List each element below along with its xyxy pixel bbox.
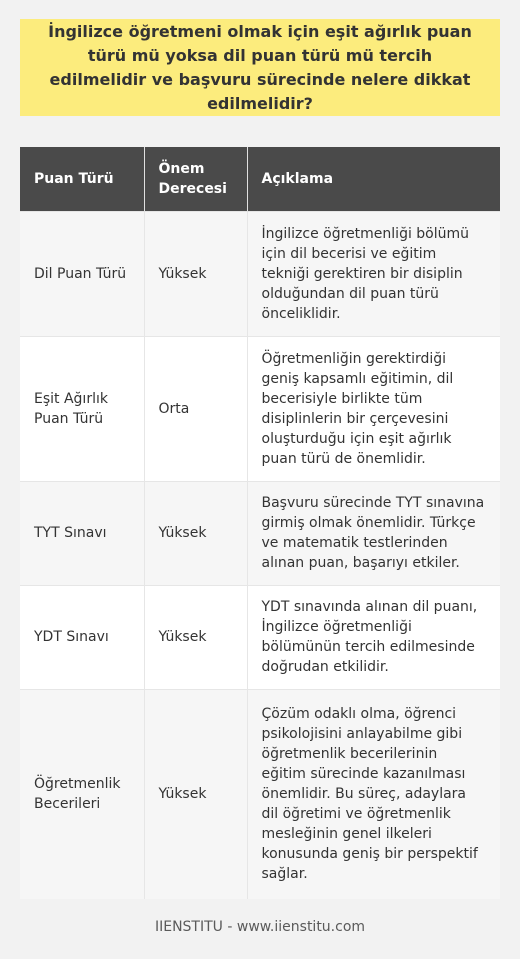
table-header-row	[20, 147, 500, 211]
info-table	[20, 147, 500, 899]
cell-score-type: Dil Puan Türü	[20, 211, 144, 336]
cell-description: YDT sınavında alınan dil puanı, İngilizce öğretmenliği bölümünün tercih edilmesinde doğrudan etkilidir.	[247, 585, 500, 689]
table-row	[20, 585, 500, 689]
cell-description: İngilizce öğretmenliği bölümü için dil becerisi ve eğitim tekniği gerektiren bir disiplin olduğundan dil puan türü önceliklidir.	[247, 211, 500, 336]
cell-score-type: YDT Sınavı	[20, 585, 144, 689]
cell-score-type: Eşit Ağırlık Puan Türü	[20, 336, 144, 481]
table-row	[20, 211, 500, 336]
cell-score-type: TYT Sınavı	[20, 481, 144, 585]
table-body	[20, 211, 500, 899]
cell-description: Çözüm odaklı olma, öğrenci psikolojisini anlayabilme gibi öğretmenlik becerilerinin eğitim sürecinde kazanılması önemlidir. Bu süreç, adaylara dil öğretimi ve öğretmenlik mesleğinin genel ilkeleri konusunda geniş bir perspektif sağlar.	[247, 689, 500, 899]
footer-credit: IIENSTITU - www.iienstitu.com	[154, 919, 366, 935]
table-row	[20, 336, 500, 481]
cell-description: Başvuru sürecinde TYT sınavına girmiş olmak önemlidir. Türkçe ve matematik testlerinden alınan puan, başarıyı etkiler.	[247, 481, 500, 585]
table-row	[20, 481, 500, 585]
cell-importance: Yüksek	[144, 211, 247, 336]
cell-score-type: Öğretmenlik Becerileri	[20, 689, 144, 899]
header-description: Açıklama	[247, 147, 500, 211]
table-header	[20, 147, 500, 211]
cell-description: Öğretmenliğin gerektirdiği geniş kapsamlı eğitimin, dil becerisiyle birlikte tüm disiplinlerin bir çerçevesini oluşturduğu için eşit ağırlık puan türü de önemlidir.	[247, 336, 500, 481]
cell-importance: Yüksek	[144, 689, 247, 899]
table-row	[20, 689, 500, 899]
cell-importance: Yüksek	[144, 481, 247, 585]
header-importance: Önem Derecesi	[144, 147, 247, 211]
title-banner	[20, 19, 500, 116]
cell-importance: Yüksek	[144, 585, 247, 689]
header-score-type: Puan Türü	[20, 147, 144, 211]
cell-importance: Orta	[144, 336, 247, 481]
page-title: İngilizce öğretmeni olmak için eşit ağırlık puan türü mü yoksa dil puan türü mü tercih edilmelidir ve başvuru sürecinde nelere dikkat edilmelidir?	[48, 21, 472, 113]
